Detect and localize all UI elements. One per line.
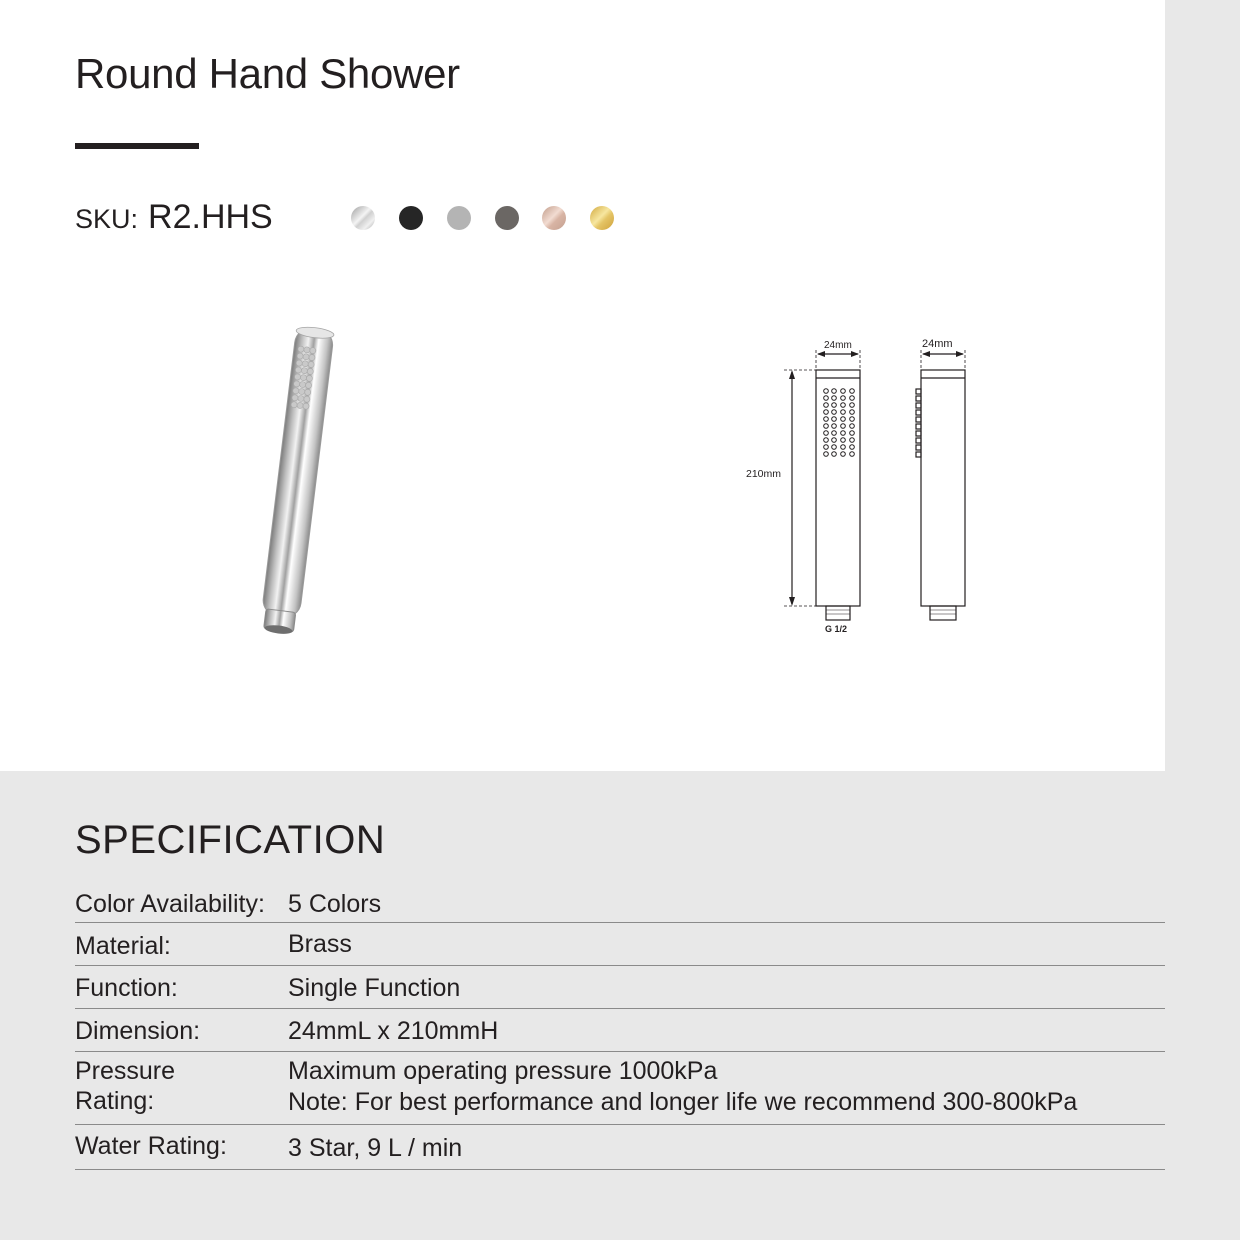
sku-value: R2.HHS [148,198,273,236]
spec-value-line: Note: For best performance and longer life we recommend 300-800kPa [288,1088,1078,1116]
title-underline [75,143,199,149]
thread-label: G 1/2 [825,624,848,634]
spec-row-color-availability [75,880,1165,923]
spec-label: Dimension: [75,1017,201,1045]
spec-value: 3 Star, 9 L / min [288,1134,463,1162]
spec-label: Color Availability: [75,890,265,918]
swatch-gunmetal[interactable] [495,206,519,230]
spec-row-pressure-rating [75,1052,1165,1125]
spec-row-water-rating [75,1125,1165,1170]
swatch-brushed-gold[interactable] [590,206,614,230]
technical-drawing [740,330,980,640]
spec-row-material [75,923,1165,966]
spec-value: 24mmL x 210mmH [288,1017,499,1045]
swatch-rose-gold[interactable] [542,206,566,230]
height-label: 210mm [746,468,782,480]
spec-row-dimension [75,1009,1165,1052]
spec-value-line: Maximum operating pressure 1000kPa [288,1057,718,1085]
spec-label-line: Pressure [75,1057,176,1085]
swatch-chrome[interactable] [351,206,375,230]
spec-label [75,1052,288,1124]
page-title: Round Hand Shower [75,50,460,97]
spec-value: 5 Colors [288,890,382,918]
sku [75,198,273,237]
spec-label-line: Rating: [75,1087,155,1115]
spec-row-function [75,966,1165,1009]
specification-table [75,880,1165,1170]
spec-label: Water Rating: [75,1132,227,1160]
product-photo [240,320,360,640]
swatch-matte-black[interactable] [399,206,423,230]
spec-label: Function: [75,974,178,1002]
spec-value: Single Function [288,974,461,1002]
front-width-label: 24mm [824,340,852,351]
specification-title: SPECIFICATION [75,818,386,862]
sku-label: SKU: [75,204,139,234]
spec-label: Material: [75,932,171,960]
side-width-label: 24mm [922,338,953,350]
swatch-brushed-nickel[interactable] [447,206,471,230]
spec-value [288,1052,1165,1124]
spec-value: Brass [288,930,352,958]
